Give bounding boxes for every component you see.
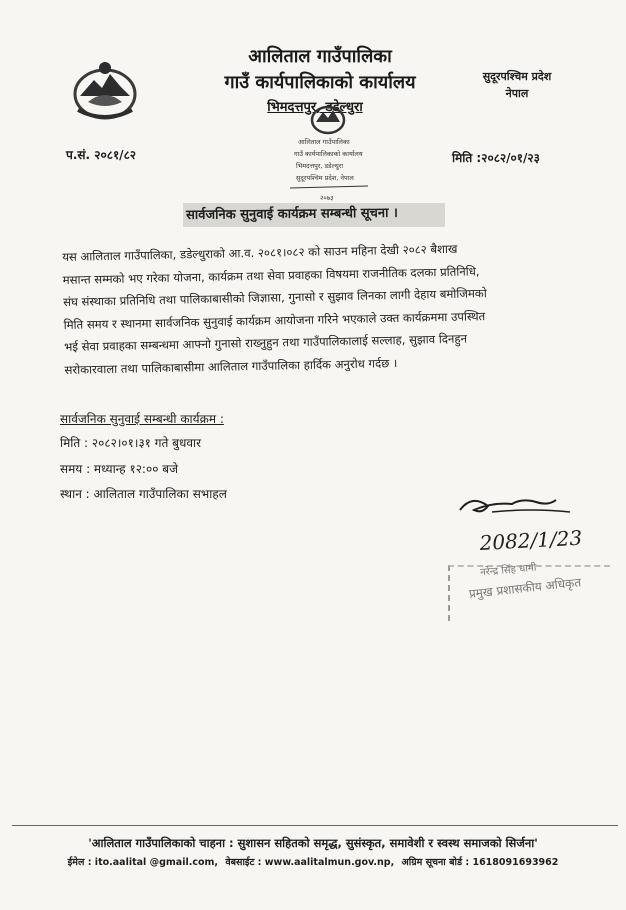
- signature: [452, 490, 612, 560]
- municipality-name: आलिताल गाउँपालिका: [248, 46, 392, 67]
- program-time: समय : मध्यान्ह १२:०० बजे: [60, 462, 179, 476]
- notice-subject: सार्वजनिक सुनुवाई कार्यक्रम सम्बन्धी सूचना ।: [186, 205, 398, 223]
- notice-body: [62, 236, 565, 382]
- program-place: स्थान : आलिताल गाउँपालिका सभाहल: [60, 487, 227, 501]
- country-name: नेपाल: [505, 87, 529, 100]
- province-block: [462, 68, 572, 102]
- stamp-line-3: भिमदत्तपुर, डडेल्धुरा: [296, 162, 344, 170]
- stamp-line-4: सुदूरपश्चिम प्रदेश, नेपाल: [296, 174, 354, 182]
- officer-name: नरेन्द्र सिंह धामी: [479, 562, 537, 579]
- body-line: मिति समय र स्थानमा सार्वजनिक सुनुवाई कार्यक्रम आयोजना गरिने भएकाले उक्त कार्यक्रममा उपस्थित: [63, 308, 486, 332]
- body-line: मसान्त सम्मको भए गरेका योजना, कार्यक्रम तथा सेवा प्रवाहका विषयमा राजनीतिक दलका प्रतिनिधि,: [62, 263, 480, 287]
- office-name: गाउँ कार्यपालिकाको कार्यालय: [224, 72, 416, 93]
- reference-number: प.सं. २०८१/८२: [66, 148, 137, 162]
- signature-date: 2082/1/23: [479, 525, 583, 555]
- stamp-year: २०७३: [320, 194, 334, 202]
- footer-website: वेबसाईट : www.aalitalmun.gov.np,: [225, 857, 395, 868]
- letter-date: मिति :२०८२/०१/२३: [452, 151, 540, 165]
- footer-notice-board: अग्रिम सूचना बोर्ड : 1618091693962: [401, 857, 559, 868]
- stamp-emblem-icon: [312, 107, 344, 133]
- footer-motto: 'आलिताल गाउँपालिकाको चाहना : सुशासन सहितको समृद्ध, सुसंस्कृत, समावेशी र स्वस्थ समाजको सिर्जना': [88, 836, 538, 850]
- office-stamp: [280, 100, 376, 210]
- stamp-line-1: आलिताल गाउँपालिका: [298, 138, 350, 146]
- body-line: भई सेवा प्रवाहका सम्बन्धमा आफ्नो गुनासो राख्नुहुन तथा गाउँपालिकालाई सल्लाह, सुझाव दिनहुन: [63, 331, 468, 355]
- nepal-emblem-icon: [68, 58, 142, 124]
- province-name: सुदूरपश्चिम प्रदेश: [482, 70, 552, 83]
- stamp-line-2: गाउँ कार्यपालिकाको कार्यालय: [294, 150, 363, 158]
- footer-email: ईमेल : ito.aalital @gmail.com,: [67, 857, 218, 868]
- footer-divider: [12, 825, 618, 826]
- officer-title: प्रमुख प्रशासकीय अधिकृत: [468, 575, 582, 601]
- office-address: भिमदत्तपुर, डडेल्धुरा: [267, 100, 363, 115]
- body-line: सरोकारवाला तथा पालिकाबासीमा आलिताल गाउँपालिका हार्दिक अनुरोध गर्दछ ।: [64, 355, 398, 377]
- body-line: संघ संस्थाका प्रतिनिधि तथा पालिकाबासीको जिज्ञासा, गुनासो र सुझाव लिनका लागी देहाय बमोजिमको: [63, 286, 487, 310]
- body-line: यस आलिताल गाउँपालिका, डडेल्धुराको आ.व. २०८१।०८२ को साउन महिना देखी २०८२ बैशाख: [62, 241, 458, 264]
- program-date: मिति : २०८२।०१।३१ गते बुधवार: [60, 436, 202, 450]
- footer-contact: [0, 855, 626, 868]
- program-heading: सार्वजनिक सुनुवाई सम्बन्धी कार्यक्रम :: [60, 412, 224, 426]
